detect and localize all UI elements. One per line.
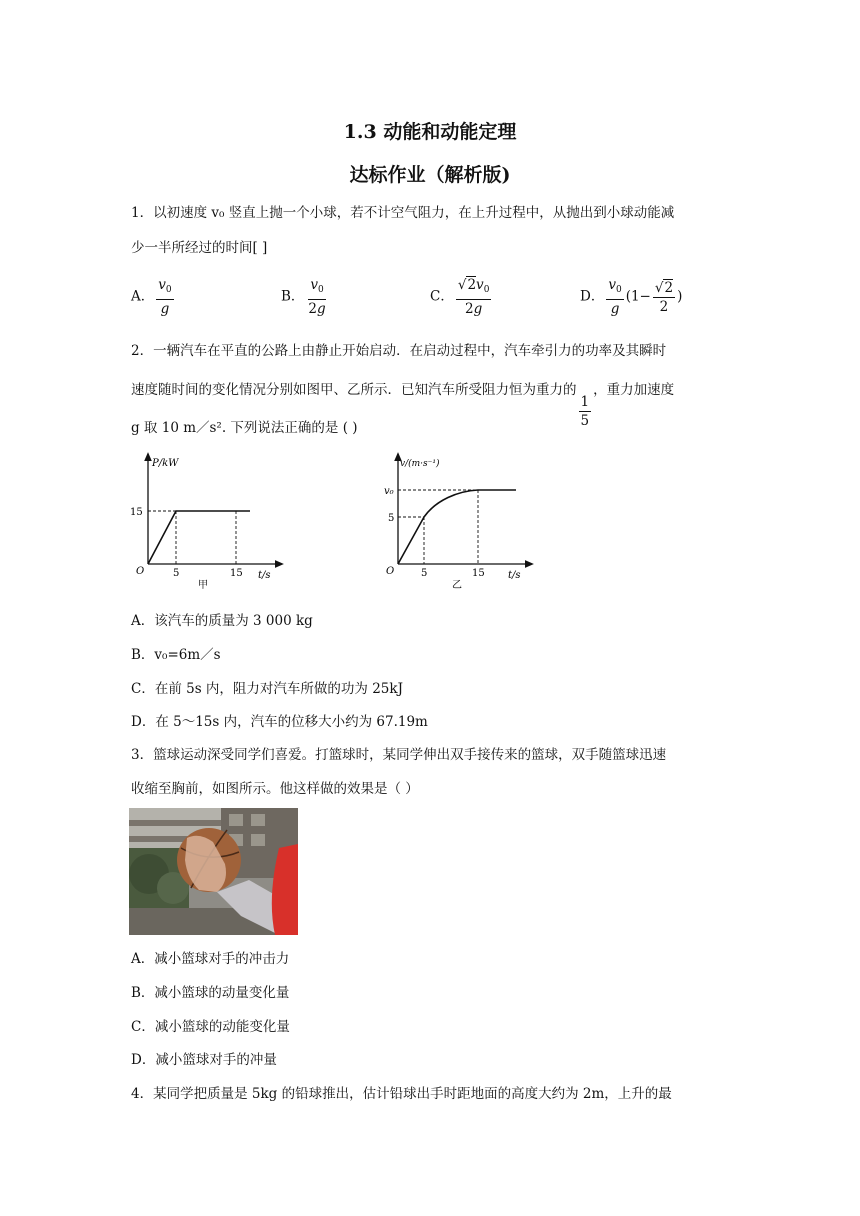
graph1-y-tick: 15 <box>130 507 143 518</box>
graph1-origin: O <box>136 566 145 577</box>
q1-option-c: C． $\frac{√2v_0}{2g}$ <box>430 277 490 317</box>
graph1-ylabel: P/kW <box>152 458 179 469</box>
graph1-x-tick-15: 15 <box>230 568 243 579</box>
document-subtitle: 达标作业（解析版) <box>349 164 511 186</box>
fraction: $\frac{1}{5}$ <box>580 394 590 429</box>
fraction: $\frac{v_0}{g}$ <box>608 277 622 317</box>
fraction: $\frac{√2v_0}{2g}$ <box>457 277 490 317</box>
velocity-time-graph <box>378 450 538 590</box>
fraction: $\frac{v_0}{g}$ <box>158 277 172 317</box>
q2-text-line1: 2．一辆汽车在平直的公路上由静止开始启动．在启动过程中，汽车牵引力的功率及其瞬时 <box>131 343 667 359</box>
graph1-x-tick-5: 5 <box>173 568 180 579</box>
graph2-y-tick-v0: v₀ <box>384 486 394 497</box>
q2-option-b: B．v₀=6m／s <box>131 647 221 663</box>
q1-option-a: A． $\frac{v_0}{g}$ <box>131 277 172 317</box>
q3-option-a: A．减小篮球对手的冲击力 <box>131 951 290 967</box>
graph2-y-tick-5: 5 <box>388 513 395 524</box>
graph2-xlabel: t/s <box>508 570 521 581</box>
q2-text-line3: g 取 10 m／s². 下列说法正确的是 ( ) <box>131 420 358 436</box>
q1-text-line1: 1．以初速度 v₀ 竖直上抛一个小球，若不计空气阻力，在上升过程中，从抛出到小球动能减 <box>131 205 675 221</box>
q1-text-line2: 少一半所经过的时间[ ] <box>131 240 268 256</box>
q1-option-d: D． $\frac{v_0}{g}$ (1− $\frac{√2}{2}$ ) <box>580 277 683 317</box>
power-time-graph <box>128 450 288 590</box>
q1-option-b: B． $\frac{v_0}{2g}$ <box>281 277 326 317</box>
fraction: $\frac{√2}{2}$ <box>654 279 674 315</box>
q2-option-c: C．在前 5s 内，阻力对汽车所做的功为 25kJ <box>131 681 403 697</box>
fraction: $\frac{v_0}{2g}$ <box>308 277 326 317</box>
q2-text-line2: 速度随时间的变化情况分别如图甲、乙所示．已知汽车所受阻力恒为重力的 $\frac{1}{5}$ ，重力加速度 <box>131 382 675 429</box>
q3-option-c: C．减小篮球的动能变化量 <box>131 1019 290 1035</box>
q3-option-b: B．减小篮球的动量变化量 <box>131 985 290 1001</box>
q3-option-d: D．减小篮球对手的冲量 <box>131 1052 277 1068</box>
document-title: 1.3 动能和动能定理 <box>343 121 517 143</box>
basketball-catch-photo <box>129 808 298 935</box>
q2-option-a: A．该汽车的质量为 3 000 kg <box>131 613 313 629</box>
graph2-caption: 乙 <box>452 580 462 590</box>
q4-text-line1: 4．某同学把质量是 5kg 的铅球推出，估计铅球出手时距地面的高度大约为 2m，上升的最 <box>131 1086 672 1102</box>
q3-text-line1: 3．篮球运动深受同学们喜爱。打篮球时，某同学伸出双手接传来的篮球，双手随篮球迅速 <box>131 747 667 763</box>
graph1-caption: 甲 <box>198 580 208 590</box>
graph2-x-tick-5: 5 <box>421 568 428 579</box>
q3-text-line2: 收缩至胸前，如图所示。他这样做的效果是（ ） <box>131 781 419 797</box>
graph2-x-tick-15: 15 <box>472 568 485 579</box>
graph2-origin: O <box>386 566 395 577</box>
q2-option-d: D．在 5～15s 内，汽车的位移大小约为 67.19m <box>131 714 428 730</box>
graph2-ylabel: v/(m·s⁻¹) <box>400 459 440 469</box>
graph1-xlabel: t/s <box>258 570 271 581</box>
